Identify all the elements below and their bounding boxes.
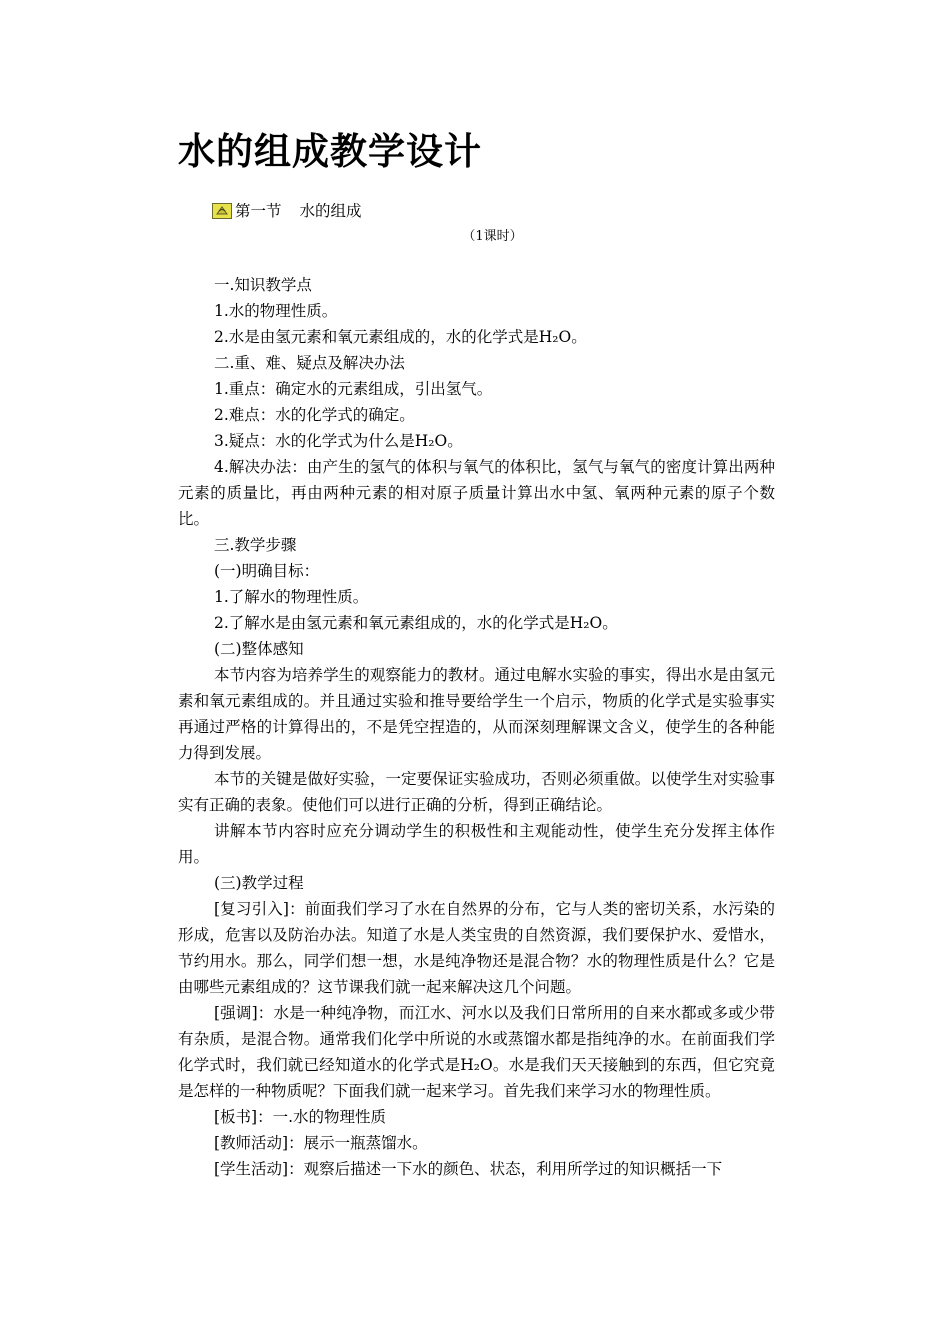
paragraph: 1.重点：确定水的元素组成，引出氢气。	[214, 380, 493, 398]
section-number: 第一节	[235, 202, 282, 220]
paragraph: 一.知识教学点	[214, 276, 312, 294]
paragraph: 2.了解水是由氢元素和氧元素组成的，水的化学式是H₂O。	[214, 614, 618, 632]
section-heading	[212, 198, 362, 224]
lesson-icon	[212, 203, 232, 219]
paragraph: 2.难点：水的化学式的确定。	[214, 406, 415, 424]
class-period: （1课时）	[462, 229, 523, 244]
paragraph: 3.疑点：水的化学式为什么是H₂O。	[214, 432, 463, 450]
paragraph: [板书]：一.水的物理性质	[214, 1108, 387, 1126]
section-name: 水的组成	[299, 202, 362, 220]
paragraph: (三)教学过程	[214, 874, 304, 892]
paragraph: [强调]：水是一种纯净物，而江水、河水以及我们日常所用的自来水都或多或少带有杂质，是混合物。通常我们化学中所说的水或蒸馏水都是指纯净的水。在前面我们学化学式时，我们就已经知道水的化学式是H₂O。水是我们天天接触到的东西，但它究竟是怎样的一种物质呢？下面我们就一起来学习。首先我们来学习水的物理性质。	[178, 1004, 775, 1100]
document-title: 水的组成教学设计	[178, 130, 482, 173]
paragraph: 2.水是由氢元素和氧元素组成的，水的化学式是H₂O。	[214, 328, 587, 346]
paragraph: [复习引入]：前面我们学习了水在自然界的分布，它与人类的密切关系，水污染的形成，危害以及防治办法。知道了水是人类宝贵的自然资源，我们要保护水、爱惜水，节约用水。那么，同学们想一想，水是纯净物还是混合物？水的物理性质是什么？它是由哪些元素组成的？这节课我们就一起来解决这几个问题。	[178, 900, 775, 996]
paragraph: 本节的关键是做好实验，一定要保证实验成功，否则必须重做。以使学生对实验事实有正确的表象。使他们可以进行正确的分析，得到正确结论。	[178, 770, 775, 814]
paragraph: 讲解本节内容时应充分调动学生的积极性和主观能动性，使学生充分发挥主体作用。	[178, 822, 775, 866]
paragraph: 1.水的物理性质。	[214, 302, 338, 320]
paragraph: (二)整体感知	[214, 640, 304, 658]
document-body	[178, 272, 775, 1182]
paragraph: [学生活动]：观察后描述一下水的颜色、状态，利用所学过的知识概括一下	[214, 1160, 723, 1178]
paragraph: 4.解决办法：由产生的氢气的体积与氧气的体积比，氢气与氧气的密度计算出两种元素的质量比，再由两种元素的相对原子质量计算出水中氢、氧两种元素的原子个数比。	[178, 458, 775, 528]
paragraph: [教师活动]：展示一瓶蒸馏水。	[214, 1134, 428, 1152]
paragraph: 三.教学步骤	[214, 536, 297, 554]
paragraph: (一)明确目标：	[214, 562, 320, 580]
paragraph: 1.了解水的物理性质。	[214, 588, 369, 606]
paragraph: 二.重、难、疑点及解决办法	[214, 354, 405, 372]
paragraph: 本节内容为培养学生的观察能力的教材。通过电解水实验的事实，得出水是由氢元素和氧元素组成的。并且通过实验和推导要给学生一个启示，物质的化学式是实验事实再通过严格的计算得出的，不是凭空捏造的，从而深刻理解课文含义，使学生的各种能力得到发展。	[178, 666, 775, 762]
